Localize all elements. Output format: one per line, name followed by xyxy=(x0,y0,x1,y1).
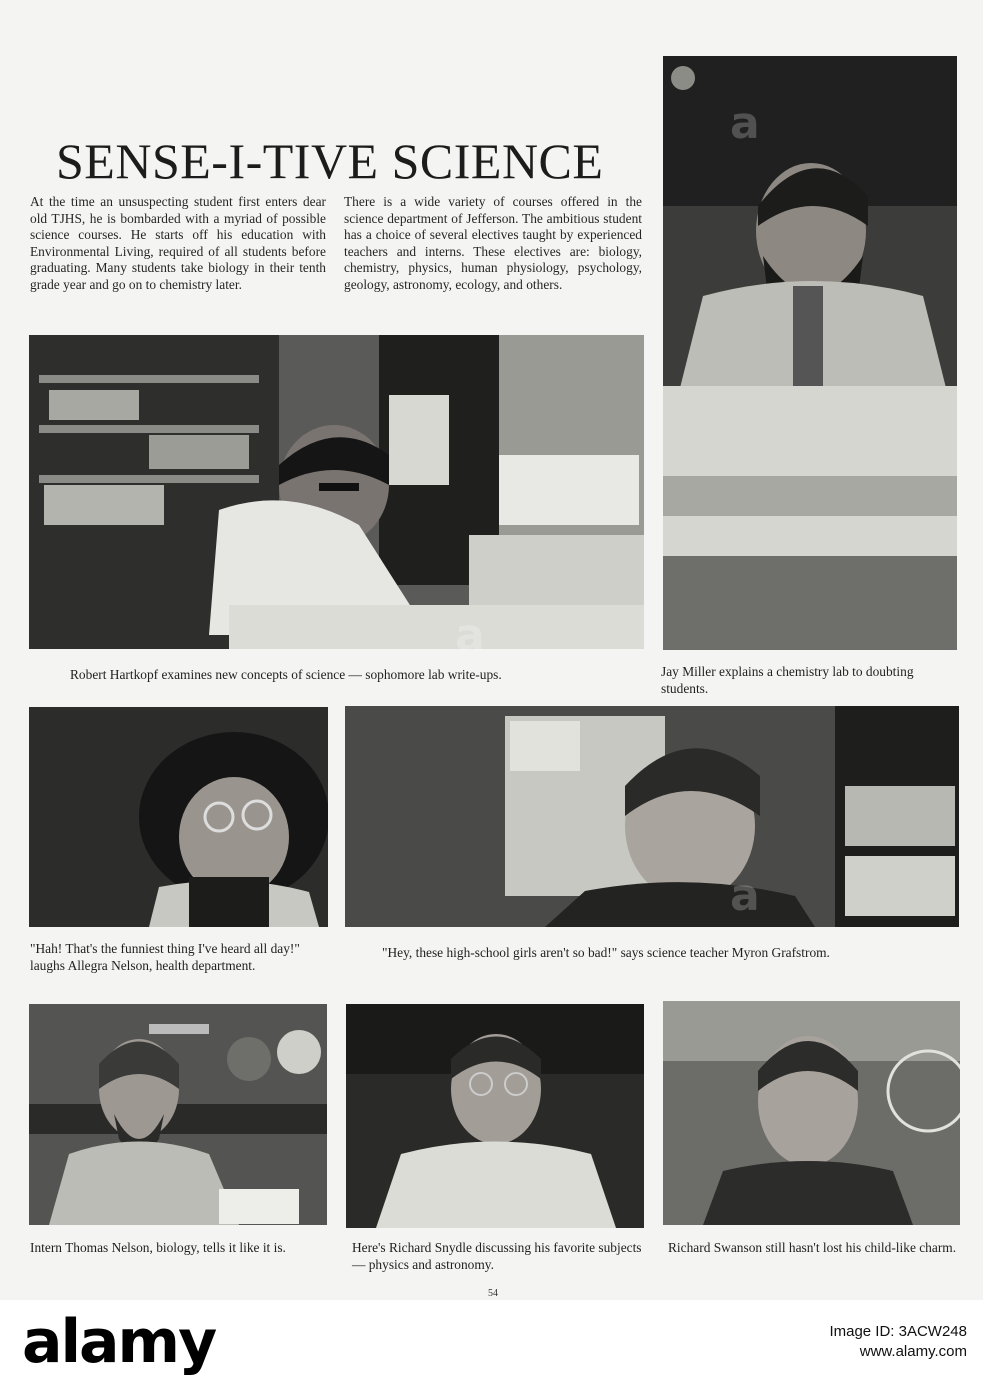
photo-jay-miller xyxy=(663,56,957,650)
alamy-logo: alamy xyxy=(22,1307,216,1377)
page-number: 54 xyxy=(488,1288,498,1299)
photo-allegra-nelson xyxy=(29,707,328,927)
photo-myron-grafstrom xyxy=(345,706,959,927)
caption-thomas-nelson: Intern Thomas Nelson, biology, tells it like it is. xyxy=(30,1240,286,1255)
photo-robert-hartkopf xyxy=(29,335,644,649)
site-url: www.alamy.com xyxy=(859,1343,967,1360)
intro-column-2: There is a wide variety of courses offered in the science department of Jefferson. The ambitious student has a choice of several electives taught by experienced teachers and interns. These electives are: biology, chemistry, physics, human physiology, psychology, geology, astronomy, ecology, and others. xyxy=(344,194,642,292)
page-title: SENSE-I-TIVE SCIENCE xyxy=(56,133,604,189)
photo-richard-snydle xyxy=(346,1004,644,1228)
watermark-logo: a xyxy=(455,610,484,661)
caption-myron-grafstrom: "Hey, these high-school girls aren't so bad!" says science teacher Myron Grafstrom. xyxy=(382,945,830,960)
intro-column-1: At the time an unsuspecting student first enters dear old TJHS, he is bombarded with a myriad of possible science courses. He starts off his education with Environmental Living, required of all students before graduating. Many students take biology in their tenth grade year and go on to chemistry later. xyxy=(30,194,326,292)
watermark-logo: a xyxy=(730,870,759,921)
caption-richard-snydle: Here's Richard Snydle discussing his favorite subjects — physics and astronomy. xyxy=(352,1240,642,1272)
photo-thomas-nelson xyxy=(29,1004,327,1225)
image-id-info xyxy=(829,1322,967,1362)
caption-richard-swanson: Richard Swanson still hasn't lost his child-like charm. xyxy=(668,1240,957,1255)
caption-allegra-nelson: "Hah! That's the funniest thing I've heard all day!" laughs Allegra Nelson, health department. xyxy=(30,941,300,973)
caption-jay-miller: Jay Miller explains a chemistry lab to doubting students. xyxy=(661,664,914,696)
photo-richard-swanson xyxy=(663,1001,960,1225)
caption-robert-hartkopf: Robert Hartkopf examines new concepts of science — sophomore lab write-ups. xyxy=(70,667,502,682)
watermark-logo: a xyxy=(730,98,759,149)
image-id: Image ID: 3ACW248 xyxy=(829,1323,967,1340)
